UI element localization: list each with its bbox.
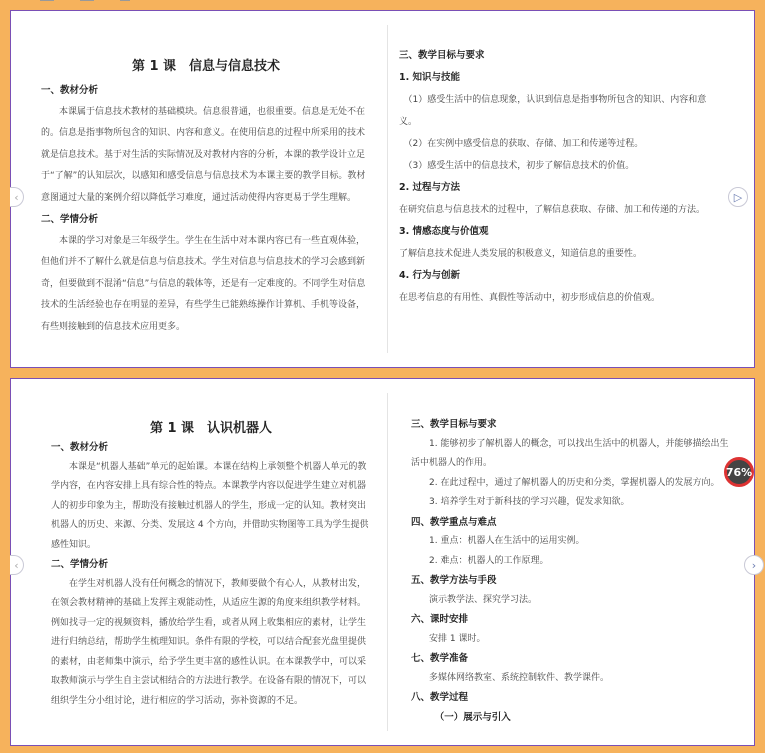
section-heading: 三、教学目标与要求 [411, 419, 497, 430]
prev-page-button[interactable] [10, 555, 24, 575]
prev-page-button[interactable] [10, 187, 24, 207]
document-page-2 [10, 378, 755, 746]
document-page-1 [10, 10, 755, 368]
section-heading: 3. 情感态度与价值观 [399, 226, 489, 237]
page-1-right-column [399, 11, 709, 367]
paragraph: 本课是“机器人基础”单元的起始课。本课在结构上承领整个机器人单元的教学内容，在内容安排上具有综合性的特点。本课教学内容以促进学生建立对机器人的初步印象为主，帮助没有接触过机器人的学生，形成一定的认知。教材突出机器人的历史、来源、分类、发展这 4 个方向，并借助实物图等工具为学生提供感性知识。 [51, 461, 369, 550]
paragraph: 2. 在此过程中，通过了解机器人的历史和分类，掌握机器人的发展方向。 [411, 477, 720, 488]
section-heading: 五、教学方法与手段 [411, 575, 497, 586]
section-heading: （一）展示与引入 [411, 711, 511, 723]
paragraph: 在思考信息的有用性、真假性等活动中，初步形成信息的价值观。 [399, 293, 661, 303]
paragraph: 1. 重点：机器人在生活中的运用实例。 [411, 536, 585, 546]
top-edge-marks [40, 0, 130, 2]
section-heading: 一、教材分析 [41, 85, 99, 96]
paragraph: 2. 难点：机器人的工作原理。 [411, 555, 549, 566]
paragraph: （2）在实例中感受信息的获取、存储、加工和传递等过程。 [399, 139, 644, 149]
paragraph: 多媒体网络教室、系统控制软件、教学课件。 [411, 672, 610, 683]
paragraph: 演示教学法、探究学习法。 [411, 594, 538, 605]
page-2-left-column [51, 379, 371, 745]
section-heading: 二、学情分析 [51, 559, 109, 570]
paragraph: 在研究信息与信息技术的过程中，了解信息获取、存储、加工和传递的方法。 [399, 205, 706, 215]
paragraph: （1）感受生活中的信息现象，认识到信息是指事物所包含的知识、内容和意义。 [399, 95, 707, 127]
next-page-button[interactable] [744, 555, 764, 575]
next-page-button[interactable] [728, 187, 748, 207]
paragraph: 安排 1 课时。 [411, 633, 486, 644]
page-2-title: 第 1 课 认识机器人 [149, 421, 273, 436]
column-divider [387, 25, 388, 353]
section-heading: 四、教学重点与难点 [411, 516, 497, 528]
section-heading: 六、课时安排 [411, 614, 469, 625]
section-heading: 4. 行为与创新 [399, 270, 461, 281]
paragraph: 了解信息技术促进人类发展的积极意义，知道信息的重要性。 [399, 249, 643, 259]
paragraph: 在学生对机器人没有任何概念的情况下，教师要做个有心人，从教材出发，在领会教材精神的基础上发挥主观能动性，从适应生源的角度来组织教学材料。例如找寻一定的视频资料，播放给学生看，或者从网上收集相应的素材，让学生进行归纳总结，帮助学生梳理知识。条件有限的学校，可以结合配套光盘里提供的素材，由老师集中演示，给予学生更丰富的感性认识。在本课教学中，可以采取教师演示与学生自主尝试相结合的方法进行教学。在设备有限的情况下，可以组织学生分小组讨论，进行相应的学习活动，弥补资源的不足。 [51, 578, 367, 706]
progress-badge: 76% [724, 457, 754, 487]
section-heading: 1. 知识与技能 [399, 72, 461, 83]
section-heading: 八、教学过程 [411, 692, 469, 703]
chevron-left-icon: ‹ [14, 190, 19, 204]
paragraph: 本课的学习对象是三年级学生。学生在生活中对本课内容已有一些直观体验，但他们并不了解什么就是信息与信息技术。学生对信息与信息技术的学习会感到新奇，但要做到不混淆“信息”与信息的载体等，还是有一定难度的。不同学生对信息技术的生活经验也存在明显的差异，有些学生已能熟练操作计算机、手机等设备，有些则接触到的信息技术应用更多。 [41, 235, 366, 332]
section-heading: 三、教学目标与要求 [399, 50, 485, 61]
page-1-left-column [41, 11, 371, 367]
chevron-left-icon: ‹ [14, 558, 19, 572]
section-heading: 2. 过程与方法 [399, 182, 461, 193]
page-1-title: 第 1 课 信息与信息技术 [131, 59, 281, 74]
paragraph: 本课属于信息技术教材的基础模块。信息很普通，也很重要。信息是无处不在的。信息是指事物所包含的知识、内容和意义。在使用信息的过程中所采用的技术就是信息技术。基于对生活的实际情况及对教材内容的分析，本课的教学设计立足于“了解”的认知层次，以感知和感受信息与信息技术为本课主要的教学目标。教材意图通过大量的案例介绍以降低学习难度，通过活动使得内容更易于学生理解。 [41, 106, 366, 203]
page-2-right-column [411, 379, 731, 745]
section-heading: 七、教学准备 [411, 653, 469, 664]
paragraph: 3. 培养学生对于新科技的学习兴趣，促发求知欲。 [411, 497, 630, 507]
chevron-right-icon: ▷ [733, 190, 743, 204]
paragraph: 1. 能够初步了解机器人的概念，可以找出生活中的机器人，并能够描绘出生活中机器人的作用。 [411, 438, 729, 468]
column-divider [387, 393, 388, 731]
section-heading: 二、学情分析 [41, 214, 99, 225]
paragraph: （3）感受生活中的信息技术，初步了解信息技术的价值。 [399, 161, 635, 171]
chevron-right-icon: › [751, 558, 757, 572]
section-heading: 一、教材分析 [51, 442, 109, 453]
